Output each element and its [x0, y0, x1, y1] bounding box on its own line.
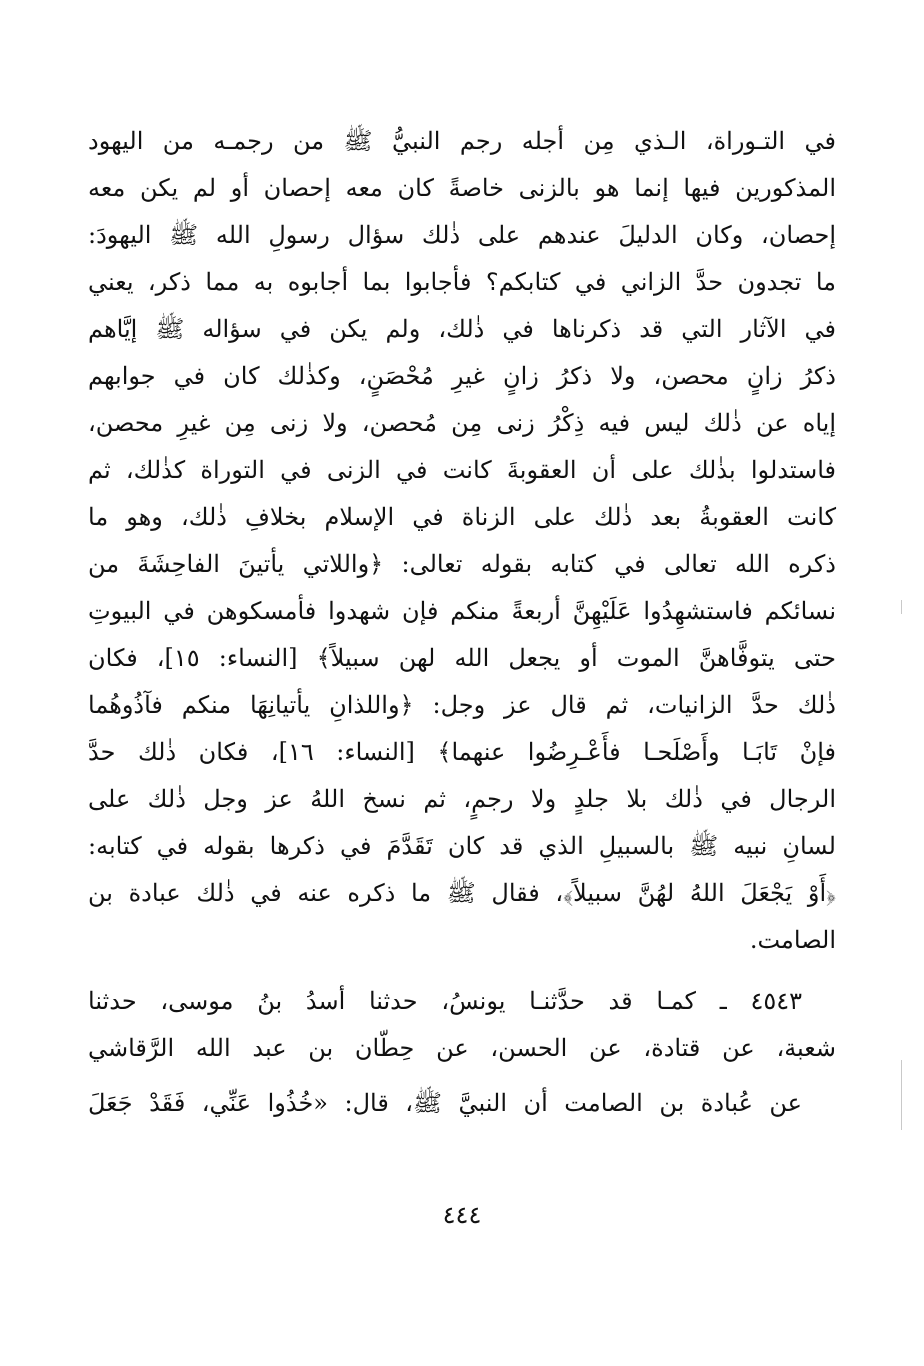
text-line: ﴿أَوْ يَجْعَلَ اللهُ لهُنَّ سبيلاً﴾، فقال ﷺ ما ذكره عنه في ذٰلك عبادة بن [88, 879, 836, 907]
text-line-last: الصامت. [749, 926, 836, 954]
text-line: ذٰلك حدَّ الزانيات، ثم قال عز وجل: ﴿واللذانِ يأتيانِهَا منكم فآذُوهُما [88, 691, 836, 719]
text-line: كانت العقوبةُ بعد ذٰلك على الزناة في الإسلام بخلافِ ذٰلك، وهو ما [88, 503, 836, 531]
text-line: المذكورين فيها إنما هو بالزنى خاصةً كان معه إحصان أو لم يكن معه [88, 174, 836, 202]
text-line: فاستدلوا بذٰلك على أن العقوبةَ كانت في الزنى في التوراة كذٰلك، ثم [88, 456, 836, 484]
text-line: في الآثار التي قد ذكرناها في ذٰلك، ولم يكن في سؤاله ﷺ إيَّاهم [88, 315, 836, 343]
text-line: ذكرُ زانٍ محصن، ولا ذكرُ زانٍ غيرِ مُحْصَنٍ، وكذٰلك كان في جوابهم [88, 362, 836, 390]
scan-edge-mark [901, 600, 902, 614]
text-line: في التـوراة، الـذي مِن أجله رجم النبيُّ ﷺ من رجمـه من اليهود [88, 127, 837, 155]
hadith-heading-line: ٤٥٤٣ ـ كمـا قد حدَّثنـا يونسُ، حدثنا أسدُ بنُ موسى، حدثنا [88, 987, 803, 1015]
hadith-paragraph [88, 978, 836, 1127]
text-line: الرجال في ذٰلك بلا جلدٍ ولا رجمٍ، ثم نسخ اللهُ عز وجل ذٰلك على [88, 785, 836, 813]
text-line: إحصان، وكان الدليلَ عندهم على ذٰلك سؤال رسولِ الله ﷺ اليهودَ: [88, 221, 836, 249]
page-text-block [88, 118, 836, 1127]
text-line: ما تجدون حدَّ الزاني في كتابكم؟ فأجابوا بما أجابوه به مما ذكر، يعني [88, 268, 836, 296]
text-line: فإنْ تَابَـا وأَصْلَحـا فأَعْـرِضُوا عنهما﴾ [النساء: ١٦]، فكان ذٰلك حدَّ [88, 738, 836, 766]
paragraph-spacer [88, 964, 836, 978]
hadith-spacer [88, 1072, 836, 1080]
text-line: نسائكم فاستشهِدُوا عَلَيْهِنَّ أربعةً منكم فإن شهدوا فأمسكوهن في البيوتِ [88, 597, 836, 625]
hadith-text-line: عن عُبادة بن الصامت أن النبيَّ ﷺ، قال: «خُذُوا عَنِّي، فَقَدْ جَعَلَ [88, 1089, 802, 1117]
text-line: لسانِ نبيه ﷺ بالسبيلِ الذي قد كان تَقَدَّمَ في ذكرها بقوله في كتابه: [88, 832, 836, 860]
body-paragraph [88, 118, 836, 964]
page-number: ٤٤٤ [442, 1201, 482, 1229]
text-line: حتى يتوفَّاهنَّ الموت أو يجعل الله لهن سبيلاً﴾ [النساء: ١٥]، فكان [88, 644, 837, 672]
text-line: ذكره الله تعالى في كتابه بقوله تعالى: ﴿واللاتي يأتينَ الفاحِشَةَ من [88, 550, 836, 578]
text-line: إياه عن ذٰلك ليس فيه ذِكْرُ زنى مِن مُحصن، ولا زنى مِن غيرِ محصن، [88, 409, 836, 437]
hadith-chain-line: شعبة، عن قتادة، عن الحسن، عن حِطّان بن عبد الله الرَّقاشي [88, 1034, 836, 1062]
scan-edge-mark [901, 1060, 902, 1130]
